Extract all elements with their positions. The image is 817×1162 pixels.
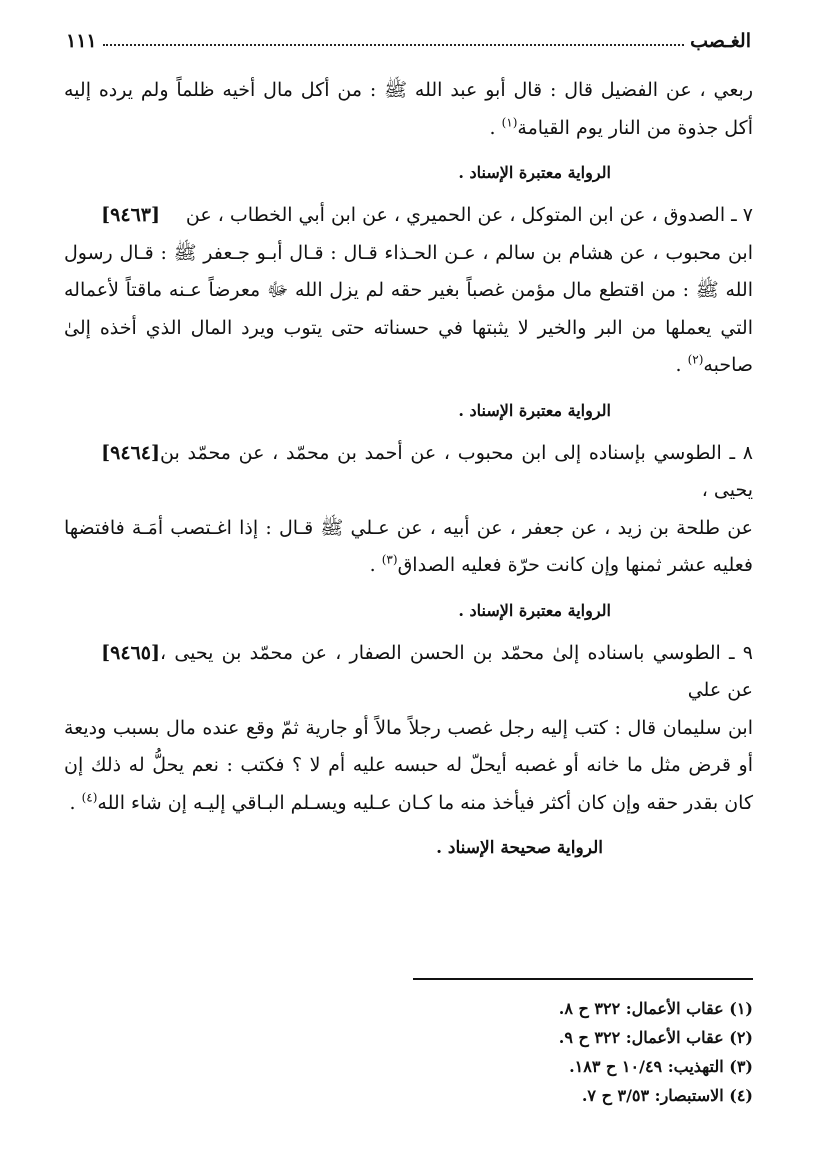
hadith-rest-text: ابن محبوب ، عن هشام بن سالم ، عـن الحـذاء قـال : قـال أبـو جـعفر ﷺ : قـال رسول الله ﷺ : من اقتطع مال مؤمن غصباً بغير حقه لم يزل الله ﷻ معرضاً عـنه ماقتاً لأعماله التي يعملها من البر والخير لا يثبتها في حسناته حتى يتوب ويرد المال الذي أخذه إلىٰ صاحبه xyxy=(64,241,753,376)
hadith-number: [٩٤٦٥] xyxy=(101,641,160,664)
hadith-grade: الرواية معتبرة الإسناد . xyxy=(458,400,611,420)
hadith-number: [٩٤٦٣] xyxy=(101,204,160,226)
hadith-text: ابن سليمان قال : كتب إليه رجل غصب رجلاً مالاً أو جارية ثمّ وقع عنده مال بسبب وديعة أو قرض مثل ما خانه أو غصبه أيحلّ له حبسه عليه أم لا ؟ فكتب : نعم يحلُّ له ذلك إن كان بقدر حقه وإن كان أكثر فيأخذ منه ما كـان عـليه ويسـلم البـاقي إليـه إن شاء الله$^{(٤)}$ . xyxy=(64,716,753,814)
hadith-text: ابن محبوب ، عن هشام بن سالم ، عـن الحـذاء قـال : قـال أبـو جـعفر ﷺ : قـال رسول الله ﷺ : من اقتطع مال مؤمن غصباً بغير حقه لم يزل الله ﷻ معرضاً عـنه ماقتاً لأعماله التي يعملها من البر والخير لا يثبتها في حسناته حتى يتوب ويرد المال الذي أخذه إلىٰ صاحبه$^{(٢)}$ . xyxy=(64,241,753,376)
hadith-first-line: ٧ ـ الصدوق ، عن ابن المتوكل ، عن الحميري ، عن ابن أبي الخطاب ، عن xyxy=(185,204,753,226)
intro-paragraph: ربعي ، عن الفضيل قال : قال أبو عبد الله ﷺ : من أكل مال أخيه ظلماً ولم يرده إليه أكل جذوة من النار يوم القيامة$^{(١)}$ . xyxy=(64,79,753,139)
hadith-grade: الرواية صحيحة الإسناد . xyxy=(436,838,603,858)
hadith-first-line: ٩ ـ الطوسي باسناده إلىٰ محمّد بن الحسن الصفار ، عن محمّد بن يحيى ، عن علي xyxy=(160,641,753,701)
footnote-3: (٣) التهذيب: ١٠/٤٩ ح ١٨٣. xyxy=(569,1057,753,1076)
hadith-9464 xyxy=(64,435,753,621)
footnote-ref-4: (٤) xyxy=(81,790,98,805)
hadith-text: عن طلحة بن زيد ، عن جعفر ، عن أبيه ، عن عـلي ﷺ قـال : إذا اغـتصب أمَـة فافتضها فعليه عشر ثمنها وإن كانت حرّة فعليه الصداق$^{(٣)}$ . xyxy=(64,516,753,576)
page-header xyxy=(66,22,751,52)
page-body xyxy=(64,72,753,872)
footnote-4: (٤) الاستبصار: ٣/٥٣ ح ٧. xyxy=(581,1086,753,1105)
hadith-grade: الرواية معتبرة الإسناد . xyxy=(458,600,611,620)
page-number: ١١١ xyxy=(66,30,97,52)
hadith-rest-text: ابن سليمان قال : كتب إليه رجل غصب رجلاً مالاً أو جارية ثمّ وقع عنده مال بسبب وديعة أو قرض مثل ما خانه أو غصبه أيحلّ له حبسه عليه أم لا ؟ فكتب : نعم يحلُّ له ذلك إن كان بقدر حقه وإن كان أكثر فيأخذ منه ما كـان عـليه ويسـلم البـاقي إليـه إن شاء الله xyxy=(64,716,753,814)
footnote-ref-3: (٣) xyxy=(381,552,398,567)
footnote-1: (١) عقاب الأعمال: ٣٢٢ ح ٨. xyxy=(558,999,753,1018)
intro-text: ربعي ، عن الفضيل قال : قال أبو عبد الله ﷺ : من أكل مال أخيه ظلماً ولم يرده إليه أكل جذوة من النار يوم القيامة xyxy=(64,79,753,139)
footnote-2: (٢) عقاب الأعمال: ٣٢٢ ح ٩. xyxy=(558,1028,753,1047)
footnotes xyxy=(333,994,753,1110)
footnote-separator xyxy=(413,978,753,980)
hadith-9465 xyxy=(64,635,753,859)
chapter-title: الغـصب xyxy=(690,30,751,52)
header-dotted-leader xyxy=(103,44,684,46)
hadith-rest-text: عن طلحة بن زيد ، عن جعفر ، عن أبيه ، عن عـلي ﷺ قـال : إذا اغـتصب أمَـة فافتضها فعليه عشر ثمنها وإن كانت حرّة فعليه الصداق xyxy=(64,516,753,576)
hadith-number: [٩٤٦٤] xyxy=(101,441,160,464)
footnote-ref-1: (١) xyxy=(501,115,518,130)
hadith-first-line: ٨ ـ الطوسي بإسناده إلى ابن محبوب ، عن أحمد بن محمّد ، عن محمّد بن يحيى ، xyxy=(160,441,753,501)
footnote-ref-2: (٢) xyxy=(687,352,704,367)
intro-grade: الرواية معتبرة الإسناد . xyxy=(458,163,611,182)
hadith-9463 xyxy=(64,197,753,421)
